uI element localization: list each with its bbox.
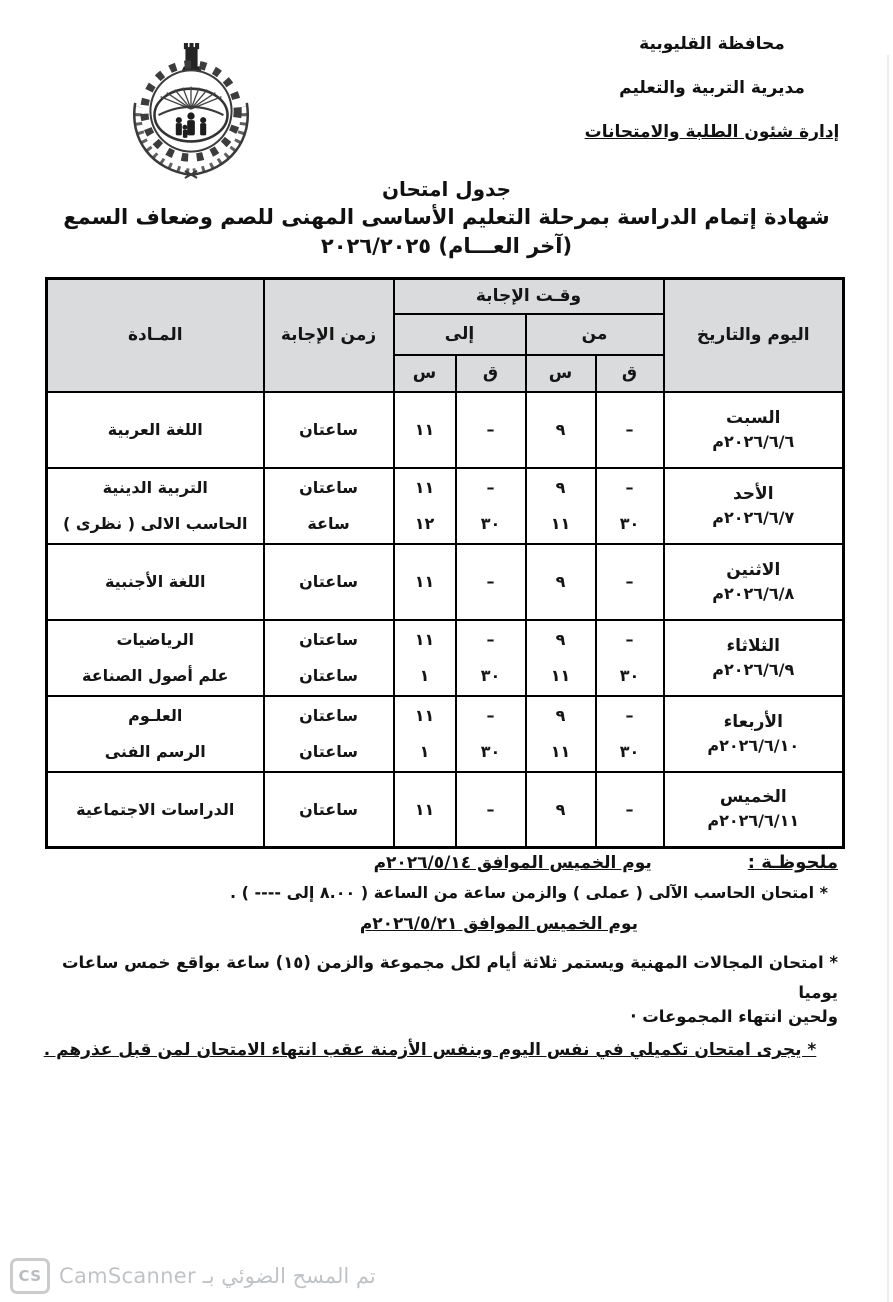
duration-cell: ساعتان	[264, 772, 394, 848]
from-minutes-cell: – ٣٠	[596, 696, 664, 772]
note-vocational-line2: ولحين انتهاء المجموعات ·	[630, 1007, 838, 1027]
to-minutes-cell: –	[456, 772, 526, 848]
from-hours-cell: ٩ ١١	[526, 620, 596, 696]
duration-cell: ساعتان	[264, 544, 394, 620]
day-date-cell: الأحد ٢٠٢٦/٦/٧م	[664, 468, 844, 544]
day-date-cell: السبت ٢٠٢٦/٦/٦م	[664, 392, 844, 468]
subject-cell: الرياضيات علم أصول الصناعة	[47, 620, 264, 696]
note-date-1: يوم الخميس الموافق ٢٠٢٦/٥/١٤م	[373, 853, 652, 873]
to-minutes-cell: –	[456, 544, 526, 620]
org-line-governorate: محافظة القليوبية	[639, 34, 785, 54]
subject-cell: الدراسات الاجتماعية	[47, 772, 264, 848]
to-minutes-cell: – ٣٠	[456, 696, 526, 772]
camscanner-caption	[59, 1264, 376, 1288]
note-makeup-exam: * يجرى امتحان تكميلي في نفس اليوم وبنفس الأزمنة عقب انتهاء الامتحان لمن قبل عذرهم .	[43, 1040, 817, 1061]
notes-section	[22, 852, 838, 1060]
subject-cell: اللغة الأجنبية	[47, 544, 264, 620]
exam-schedule-table	[45, 277, 845, 849]
header-answer-time: وقـت الإجابة	[394, 279, 664, 314]
from-minutes-cell: – ٣٠	[596, 620, 664, 696]
to-hours-cell: ١١	[394, 544, 456, 620]
header-to-minutes: ق	[456, 355, 526, 392]
note-computer-exam: * امتحان الحاسب الآلى ( عملى ) والزمن ساعة من الساعة ( ٨.٠٠ إلى ---- ) .	[229, 883, 828, 902]
title-line2: شهادة إتمام الدراسة بمرحلة التعليم الأساسى المهنى للصم وضعاف السمع	[63, 205, 830, 229]
to-hours-cell: ١١	[394, 772, 456, 848]
org-line-directorate: مديرية التربية والتعليم	[619, 78, 805, 98]
day-date-cell: الثلاثاء ٢٠٢٦/٦/٩م	[664, 620, 844, 696]
note-row-1	[22, 852, 838, 873]
header-from: من	[526, 314, 664, 355]
duration-cell: ساعتان ساعة	[264, 468, 394, 544]
header-to: إلى	[394, 314, 526, 355]
header-day-date: اليوم والتاريخ	[664, 279, 844, 392]
note-vocational-line1: * امتحان المجالات المهنية ويستمر ثلاثة أيام لكل مجموعة والزمن (١٥) ساعة بواقع خمس ساعات يوميا	[61, 953, 838, 1002]
header-from-minutes: ق	[596, 355, 664, 392]
from-minutes-cell: – ٣٠	[596, 468, 664, 544]
exam-title-block	[0, 176, 893, 261]
org-header	[552, 34, 872, 166]
header-duration: زمن الإجابة	[264, 279, 394, 392]
note-label: ملحوظـة :	[747, 852, 838, 873]
to-hours-cell: ١١ ١٢	[394, 468, 456, 544]
duration-cell: ساعتان ساعتان	[264, 696, 394, 772]
day-date-cell: الأربعاء ٢٠٢٦/٦/١٠م	[664, 696, 844, 772]
to-minutes-cell: – ٣٠	[456, 620, 526, 696]
to-hours-cell: ١١	[394, 392, 456, 468]
table-row-wednesday	[47, 696, 844, 772]
scanned-with-text: تم المسح الضوئي بـ	[202, 1264, 376, 1288]
table-row-sunday	[47, 468, 844, 544]
subject-cell: التربية الدينية الحاسب الالى ( نظرى )	[47, 468, 264, 544]
title-line3-year: (آخر العـــام) ٢٠٢٦/٢٠٢٥	[320, 234, 573, 258]
note-date-2: يوم الخميس الموافق ٢٠٢٦/٥/٢١م	[359, 914, 638, 934]
to-minutes-cell: – ٣٠	[456, 468, 526, 544]
from-minutes-cell: –	[596, 392, 664, 468]
title-line1: جدول امتحان	[381, 177, 512, 201]
from-hours-cell: ٩ ١١	[526, 468, 596, 544]
header-from-hours: س	[526, 355, 596, 392]
camscanner-brand: CamScanner	[59, 1264, 196, 1288]
subject-cell: اللغة العربية	[47, 392, 264, 468]
duration-cell: ساعتان	[264, 392, 394, 468]
table-header	[47, 279, 844, 392]
day-date-cell: الخميس ٢٠٢٦/٦/١١م	[664, 772, 844, 848]
header-to-hours: س	[394, 355, 456, 392]
table-row-thursday	[47, 772, 844, 848]
to-hours-cell: ١١ ١	[394, 696, 456, 772]
from-hours-cell: ٩	[526, 392, 596, 468]
to-hours-cell: ١١ ١	[394, 620, 456, 696]
table-row-tuesday	[47, 620, 844, 696]
day-date-cell: الاثنين ٢٠٢٦/٦/٨م	[664, 544, 844, 620]
camscanner-cs-icon: CS	[10, 1258, 50, 1294]
header-subject: المـادة	[47, 279, 264, 392]
duration-cell: ساعتان ساعتان	[264, 620, 394, 696]
ministry-emblem-logo	[112, 42, 270, 180]
tower-icon	[181, 43, 202, 72]
camscanner-watermark	[10, 1258, 376, 1294]
subject-cell: العلـوم الرسم الفنى	[47, 696, 264, 772]
from-hours-cell: ٩ ١١	[526, 696, 596, 772]
org-line-department: إدارة شئون الطلبة والامتحانات	[584, 122, 840, 142]
table-row-monday	[47, 544, 844, 620]
from-minutes-cell: –	[596, 544, 664, 620]
from-hours-cell: ٩	[526, 544, 596, 620]
from-minutes-cell: –	[596, 772, 664, 848]
table-row-saturday	[47, 392, 844, 468]
from-hours-cell: ٩	[526, 772, 596, 848]
to-minutes-cell: –	[456, 392, 526, 468]
